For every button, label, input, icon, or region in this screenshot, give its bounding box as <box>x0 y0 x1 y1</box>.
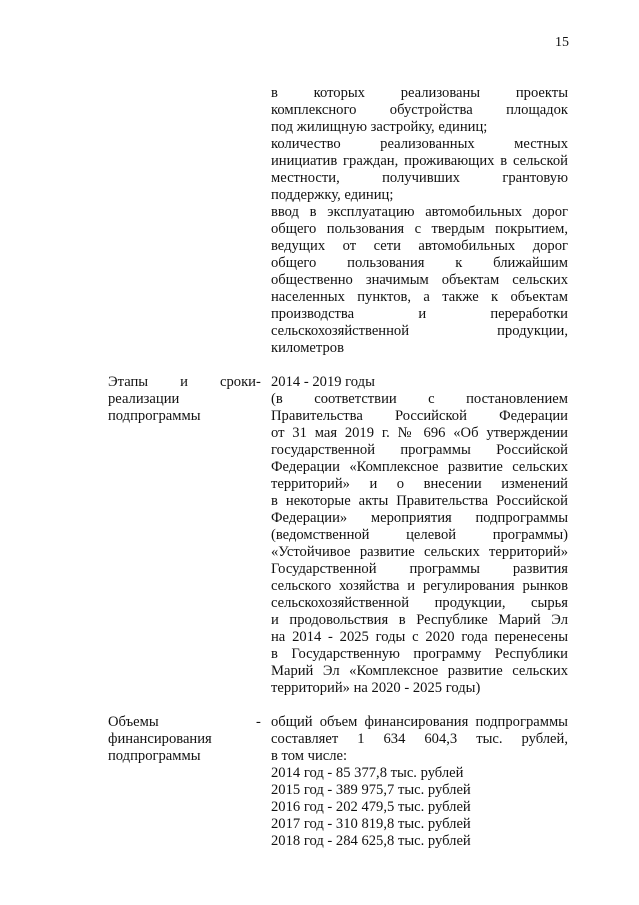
top-line-15: сельскохозяйственной продукции, <box>271 323 568 339</box>
funding-label-line-3: подпрограммы <box>108 748 201 764</box>
stages-text-line-8: в некоторые акты Правительства Российской <box>271 493 568 509</box>
funding-label-line-2: финансирования <box>108 731 212 747</box>
top-line-10: ведущих от сети автомобильных дорог <box>271 238 568 254</box>
stages-text-line-5: государственной программы Российской <box>271 442 568 458</box>
stages-text-line-12: Государственной программы развития <box>271 561 568 577</box>
stages-text-line-6: Федерации «Комплексное развитие сельских <box>271 459 568 475</box>
top-line-14: производства и переработки <box>271 306 568 322</box>
funding-text-line-2: составляет 1 634 604,3 тыс. рублей, <box>271 731 568 747</box>
stages-text-line-14: сельскохозяйственной продукции, сырья <box>271 595 568 611</box>
funding-text-line-1: общий объем финансирования подпрограммы <box>271 714 568 730</box>
top-line-7: поддержку, единиц; <box>271 187 394 203</box>
stages-text-line-13: сельского хозяйства и регулирования рынков <box>271 578 568 594</box>
stages-text-line-10: (ведомственной целевой программы) <box>271 527 568 543</box>
stages-text-line-17: в Государственную программу Республики <box>271 646 568 662</box>
funding-text-line-3: в том числе: <box>271 748 348 764</box>
stages-text-line-9: Федерации» мероприятия подпрограммы <box>271 510 568 526</box>
stages-text-line-16: на 2014 - 2025 годы с 2020 года перенесены <box>271 629 568 645</box>
stages-text-line-7: территорий» и о внесении изменений <box>271 476 568 492</box>
stages-text-line-15: и продовольствия в Республике Марий Эл <box>271 612 568 628</box>
funding-year-2016: 2016 год - 202 479,5 тыс. рублей <box>271 799 471 815</box>
funding-year-2014: 2014 год - 85 377,8 тыс. рублей <box>271 765 464 781</box>
funding-dash: - <box>256 714 261 730</box>
top-line-2: комплексного обустройства площадок <box>271 102 568 118</box>
stages-label-line-2: реализации <box>108 391 180 407</box>
top-line-16: километров <box>271 340 344 356</box>
top-line-11: общего пользования к ближайшим <box>271 255 568 271</box>
funding-year-2015: 2015 год - 389 975,7 тыс. рублей <box>271 782 471 798</box>
page-number: 15 <box>555 35 569 50</box>
stages-text-line-18: Марий Эл «Комплексное развитие сельских <box>271 663 568 679</box>
stages-label-line-3: подпрограммы <box>108 408 201 424</box>
stages-text-line-4: от 31 мая 2019 г. № 696 «Об утверждении <box>271 425 568 441</box>
stages-label-line-1: Этапы и сроки <box>108 374 256 390</box>
funding-label-line-1: Объемы <box>108 714 159 730</box>
top-line-8: ввод в эксплуатацию автомобильных дорог <box>271 204 568 220</box>
top-line-5: инициатив граждан, проживающих в сельской <box>271 153 568 169</box>
stages-text-line-1: 2014 - 2019 годы <box>271 374 375 390</box>
stages-text-line-19: территорий» на 2020 - 2025 годы) <box>271 680 481 696</box>
funding-year-2018: 2018 год - 284 625,8 тыс. рублей <box>271 833 471 849</box>
top-line-1: в которых реализованы проекты <box>271 85 568 101</box>
stages-dash: - <box>256 374 261 390</box>
top-line-13: населенных пунктов, а также к объектам <box>271 289 568 305</box>
top-line-4: количество реализованных местных <box>271 136 568 152</box>
stages-text-line-3: Правительства Российской Федерации <box>271 408 568 424</box>
top-line-3: под жилищную застройку, единиц; <box>271 119 488 135</box>
top-line-9: общего пользования с твердым покрытием, <box>271 221 568 237</box>
stages-text-line-11: «Устойчивое развитие сельских территорий» <box>271 544 568 560</box>
stages-text-line-2: (в соответствии с постановлением <box>271 391 568 407</box>
top-line-12: общественно значимым объектам сельских <box>271 272 568 288</box>
top-line-6: местности, получивших грантовую <box>271 170 568 186</box>
funding-year-2017: 2017 год - 310 819,8 тыс. рублей <box>271 816 471 832</box>
